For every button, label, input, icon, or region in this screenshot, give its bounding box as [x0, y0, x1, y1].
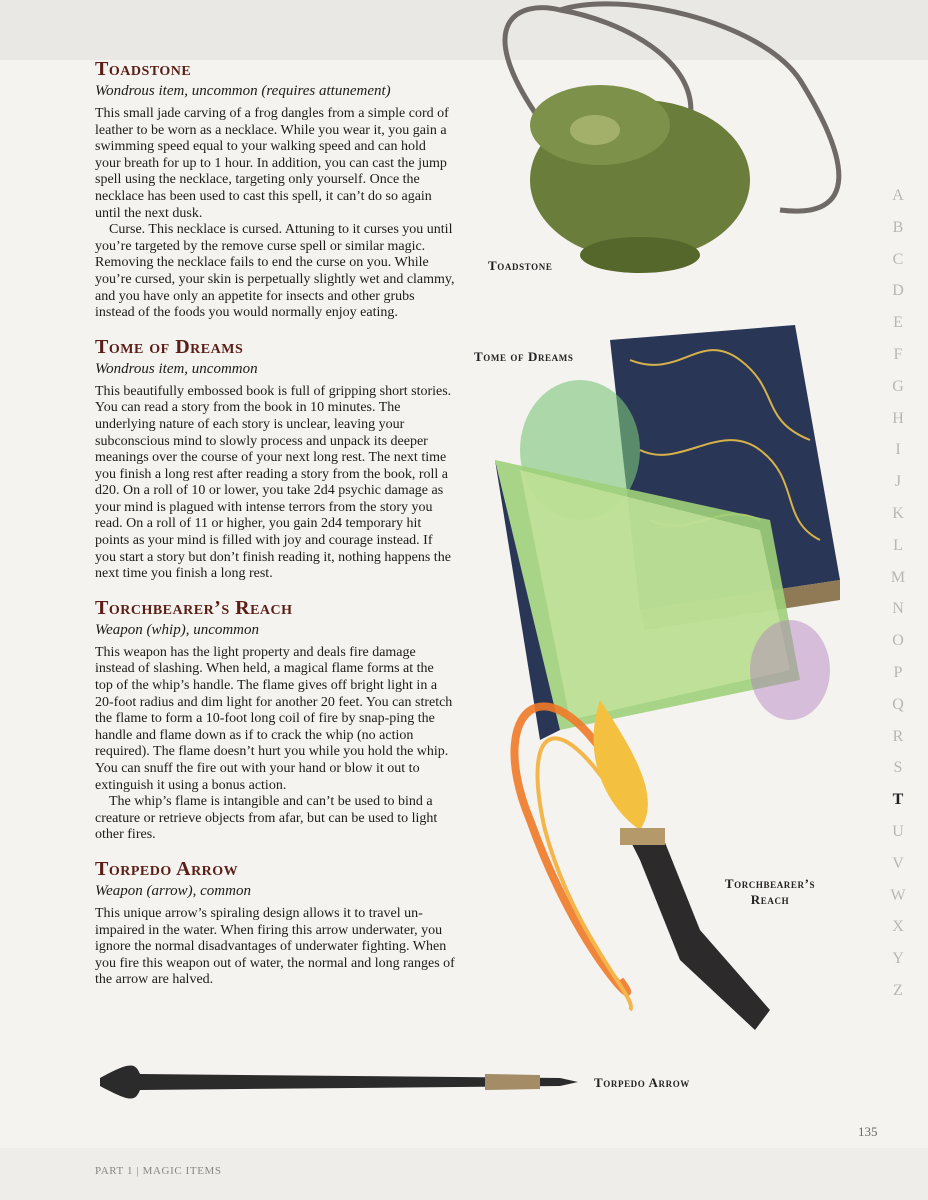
item-title: Torchbearer’s Reach — [95, 596, 293, 619]
alphabet-letter-f[interactable]: F — [893, 345, 903, 363]
alphabet-letter-l[interactable]: L — [893, 536, 903, 554]
item-paragraph: This small jade carving of a frog dangles from a simple cord of leather to be worn as a necklace. While you wear it, you gain a swimming speed equal to your walking speed and can hold your breath for up to 1 hour. In addition, you can cast the jump spell using the necklace, targeting only yourself. Once the necklace has been used to cast this spell, it can’t do so again until the next dusk. — [95, 106, 449, 221]
alphabet-letter-n[interactable]: N — [892, 600, 904, 618]
caption-torpedo-arrow: Torpedo Arrow — [594, 1075, 690, 1090]
item-title: Toadstone — [95, 58, 192, 80]
alphabet-letter-j[interactable]: J — [894, 473, 902, 491]
item-paragraph: This weapon has the light property and deals fire damage instead of slashing. When held, a magical flame forms at the top of the whip’s handle. The flame gives off bright light in a 20-foot radius and dim light for another 20 feet. You can stretch the flame to form a 10-foot long coil of fire by snap-ping the handle and flame down as if to crack the whip (no action required). The flame doesn’t hurt you while you hold the whip. You can snuff the fire out with your hand or blow it out to extinguish it using a bonus action. — [95, 644, 453, 793]
caption-toadstone: Toadstone — [488, 258, 553, 273]
item-torpedo-arrow — [95, 858, 455, 989]
item-subtitle: Weapon (whip), uncommon — [95, 621, 260, 638]
alphabet-letter-o[interactable]: O — [892, 632, 904, 650]
alphabet-letter-d[interactable]: D — [892, 282, 904, 300]
torchbearers-reach-illustration — [514, 700, 770, 1030]
alphabet-letter-t[interactable]: T — [892, 791, 904, 809]
alphabet-index — [886, 180, 910, 1007]
item-toadstone — [95, 58, 455, 322]
alphabet-letter-s[interactable]: S — [893, 759, 903, 777]
item-torchbearers-reach — [95, 597, 455, 844]
alphabet-letter-e[interactable]: E — [893, 314, 903, 332]
alphabet-letter-w[interactable]: W — [890, 886, 906, 904]
alphabet-letter-q[interactable]: Q — [892, 695, 904, 713]
page-number: 135 — [858, 1124, 878, 1139]
item-subtitle: Wondrous item, uncommon (requires attunement) — [95, 83, 391, 99]
alphabet-letter-x[interactable]: X — [892, 918, 904, 936]
alphabet-letter-p[interactable]: P — [893, 663, 903, 681]
item-title: Tome of Dreams — [95, 335, 244, 358]
item-paragraph: Curse. This necklace is cursed. Attuning to it curses you until you’re targeted by the remove curse spell or similar magic. Removing the necklace fails to end the curse on you. While you’re cursed, your skin is perpetually slightly wet and clammy, and you have only an appetite for insects and other grubs instead of the foods you would normally enjoy eating. — [95, 222, 455, 321]
alphabet-letter-g[interactable]: G — [892, 377, 904, 395]
caption-line: Torchbearer’s — [724, 876, 816, 891]
alphabet-letter-a[interactable]: A — [892, 187, 904, 204]
alphabet-letter-c[interactable]: C — [892, 250, 904, 268]
alphabet-letter-r[interactable]: R — [892, 727, 904, 745]
torpedo-arrow-illustration — [100, 1065, 578, 1098]
item-paragraph: The whip’s flame is intangible and can’t be used to bind a creature or retrieve objects from afar, but can be used to light other fires. — [95, 794, 438, 843]
tome-illustration — [495, 325, 840, 740]
alphabet-letter-z[interactable]: Z — [893, 981, 903, 999]
alphabet-letter-k[interactable]: K — [892, 504, 904, 522]
item-title: Torpedo Arrow — [95, 857, 239, 880]
item-subtitle: Weapon (arrow), common — [95, 882, 251, 899]
caption-tome-of-dreams: Tome of Dreams — [474, 349, 574, 364]
alphabet-letter-y[interactable]: Y — [892, 950, 904, 968]
item-tome-of-dreams — [95, 336, 455, 583]
caption-line: Reach — [750, 892, 790, 907]
item-subtitle: Wondrous item, uncommon — [95, 360, 258, 377]
alphabet-letter-h[interactable]: H — [892, 409, 904, 427]
toadstone-illustration — [530, 85, 750, 273]
alphabet-letter-v[interactable]: V — [892, 854, 904, 872]
item-paragraph: This beautifully embossed book is full of gripping short stories. You can read a story from the book in 10 minutes. The underlying nature of each story is unclear, leaving your subconscious mind to slowly process and unpack its deeper meanings over the course of your next long rest. The next time you finish a long rest after reading a story from the book, roll a d20. On a roll of 10 or lower, you take 2d4 psychic damage as your mind is plagued with intense terrors from the story you read. On a roll of 11 or higher, you gain 2d4 temporary hit points as your mind is filled with joy and courage instead. If you start a story but don’t finish reading it, nothing happens the next time you finish a long rest. — [95, 383, 452, 582]
alphabet-letter-i[interactable]: I — [895, 441, 901, 459]
caption-torchbearers-reach — [720, 876, 820, 908]
footer-section-label: PART 1 | MAGIC ITEMS — [95, 1165, 222, 1177]
text-column — [95, 58, 455, 1003]
alphabet-letter-b[interactable]: B — [892, 218, 904, 236]
alphabet-letter-u[interactable]: U — [892, 822, 904, 840]
item-paragraph: This unique arrow’s spiraling design allows it to travel un-impaired in the water. When firing this arrow underwater, you ignore the normal disadvantages of underwater fighting. When you fire this weapon out of water, the normal and long ranges of the arrow are halved. — [95, 905, 455, 988]
alphabet-letter-m[interactable]: M — [890, 568, 906, 586]
